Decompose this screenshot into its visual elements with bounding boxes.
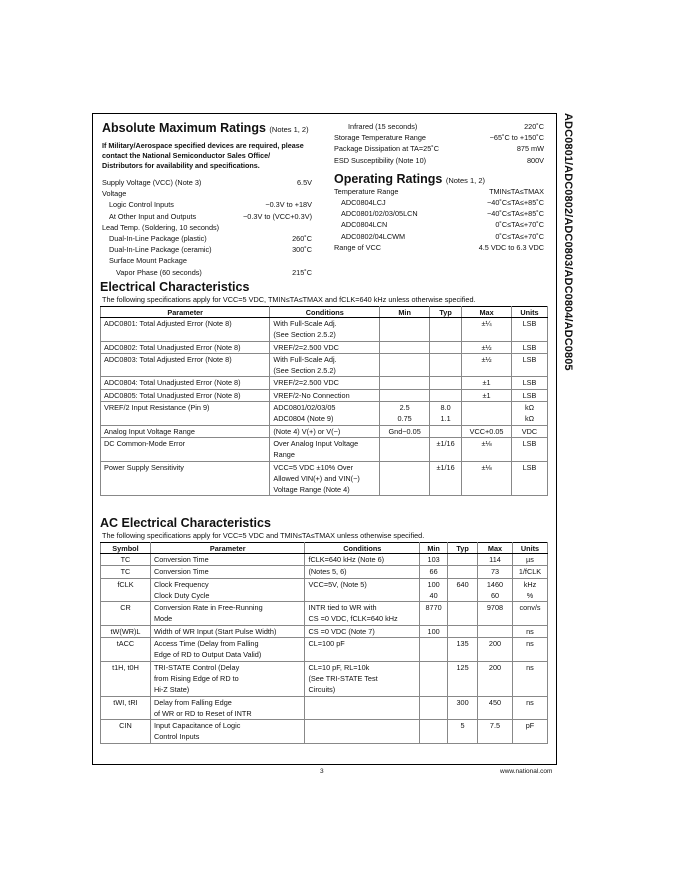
table-cell: (Notes 5, 6) xyxy=(305,566,420,578)
table-row xyxy=(101,437,548,461)
table-cell: 66 xyxy=(420,566,448,578)
rating-row xyxy=(102,177,312,188)
rating-label: Package Dissipation at TA=25˚C xyxy=(334,144,439,154)
table-cell: VREF/2 Input Resistance (Pin 9) xyxy=(101,402,270,426)
column-header: Max xyxy=(478,543,513,554)
table-cell: ADC0803: Total Adjusted Error (Note 8) xyxy=(101,353,270,377)
rating-value: TMIN≤TA≤TMAX xyxy=(489,186,544,196)
table-row xyxy=(101,425,548,437)
table-cell: CR xyxy=(101,602,151,626)
table-cell: 103 xyxy=(420,554,448,566)
column-header: Min xyxy=(420,543,448,554)
rating-label: Vapor Phase (60 seconds) xyxy=(116,267,202,277)
table-cell: VCC+0.05 xyxy=(462,425,512,437)
table-cell: 1/fCLK xyxy=(512,566,547,578)
table-cell: Power Supply Sensitivity xyxy=(101,461,270,496)
rating-value: 875 mW xyxy=(516,144,544,154)
table-cell: 135 xyxy=(448,638,478,662)
table-cell xyxy=(448,554,478,566)
table-row xyxy=(101,377,548,389)
column-header: Min xyxy=(380,307,430,318)
rating-row xyxy=(102,222,312,233)
ac-heading: AC Electrical Characteristics xyxy=(100,516,271,530)
table-cell: Width of WR Input (Start Pulse Width) xyxy=(150,625,305,637)
ec-heading: Electrical Characteristics xyxy=(100,280,250,294)
table-cell: LSB xyxy=(512,389,548,401)
column-header: Max xyxy=(462,307,512,318)
table-cell xyxy=(430,377,462,389)
table-cell: 100 xyxy=(420,625,448,637)
table-cell: CL=100 pF xyxy=(305,638,420,662)
military-notice: If Military/Aerospace specified devices are required, please contact the National Semiconductor Sales Office/ Distributors for availability and specifications. xyxy=(102,141,304,170)
rating-label: Storage Temperature Range xyxy=(334,133,426,143)
table-cell: ±⅛ xyxy=(462,461,512,496)
table-cell: 114 xyxy=(478,554,513,566)
table-row xyxy=(101,341,548,353)
table-cell: ns xyxy=(512,696,547,720)
table-cell: fCLK=640 kHz (Note 6) xyxy=(305,554,420,566)
table-cell xyxy=(420,638,448,662)
table-row xyxy=(101,402,548,426)
table-cell xyxy=(448,625,478,637)
table-cell: Conversion Time xyxy=(150,554,305,566)
rating-label: Surface Mount Package xyxy=(109,256,187,266)
electrical-characteristics xyxy=(100,280,548,496)
table-row xyxy=(101,389,548,401)
rating-value: 800V xyxy=(526,155,544,165)
rating-row xyxy=(334,219,544,230)
table-cell: ADC0804: Total Unadjusted Error (Note 8) xyxy=(101,377,270,389)
table-cell: TC xyxy=(101,554,151,566)
rating-value: −65˚C to +150˚C xyxy=(489,133,544,143)
table-cell: 200 xyxy=(478,638,513,662)
table-cell: ns xyxy=(512,661,547,696)
rating-value: −0.3V to +18V xyxy=(265,200,312,210)
table-cell: TC xyxy=(101,566,151,578)
table-cell: Access Time (Delay from Falling Edge of RD to Output Data Valid) xyxy=(150,638,305,662)
table-cell: INTR tied to WR with CS =0 VDC, fCLK=640 kHz xyxy=(305,602,420,626)
column-header: Typ xyxy=(448,543,478,554)
table-cell: VREF/2=2.500 VDC xyxy=(270,377,380,389)
table-cell xyxy=(380,353,430,377)
table-cell: TRI-STATE Control (Delay from Rising Edge of RD to Hi-Z State) xyxy=(150,661,305,696)
rating-row xyxy=(102,233,312,244)
table-cell: ADC0801/02/03/05 ADC0804 (Note 9) xyxy=(270,402,380,426)
table-cell: 73 xyxy=(478,566,513,578)
table-cell xyxy=(420,696,448,720)
page-number: 3 xyxy=(320,768,324,775)
rating-value: 0˚C≤TA≤+70˚C xyxy=(495,220,544,230)
rating-label: ADC0802/04LCWM xyxy=(341,231,406,241)
rating-label: ADC0804LCJ xyxy=(341,198,386,208)
table-cell: kΩ kΩ xyxy=(512,402,548,426)
table-cell: 125 xyxy=(448,661,478,696)
table-cell: fCLK xyxy=(101,578,151,602)
table-cell xyxy=(420,661,448,696)
column-header: Typ xyxy=(430,307,462,318)
table-row xyxy=(101,318,548,342)
rating-value: 260˚C xyxy=(292,234,312,244)
rating-row xyxy=(334,155,544,166)
rating-value: −40˚C≤TA≤+85˚C xyxy=(487,209,544,219)
table-cell: LSB xyxy=(512,318,548,342)
column-header: Symbol xyxy=(101,543,151,554)
table-cell xyxy=(380,461,430,496)
table-cell: 450 xyxy=(478,696,513,720)
table-cell xyxy=(380,318,430,342)
table-cell: kHz % xyxy=(512,578,547,602)
table-cell xyxy=(305,696,420,720)
rating-label: At Other Input and Outputs xyxy=(109,211,197,221)
table-cell: 7.5 xyxy=(478,720,513,744)
rating-label: Range of VCC xyxy=(334,242,382,252)
rating-value: 4.5 VDC to 6.3 VDC xyxy=(478,242,544,252)
ac-table xyxy=(100,542,548,744)
table-cell: tACC xyxy=(101,638,151,662)
table-cell: conv/s xyxy=(512,602,547,626)
rating-row xyxy=(102,267,312,278)
rating-label: ESD Susceptibility (Note 10) xyxy=(334,155,427,165)
rating-label: ADC0804LCN xyxy=(341,220,388,230)
table-cell: 8.0 1.1 xyxy=(430,402,462,426)
table-cell: LSB xyxy=(512,461,548,496)
rating-label: Dual-In-Line Package (plastic) xyxy=(109,234,207,244)
table-cell: Over Analog Input Voltage Range xyxy=(270,437,380,461)
table-row xyxy=(101,554,548,566)
table-cell: CS =0 VDC (Note 7) xyxy=(305,625,420,637)
table-cell: VDC xyxy=(512,425,548,437)
table-cell: t1H, t0H xyxy=(101,661,151,696)
sidebar-title: ADC0801/ADC0802/ADC0803/ADC0804/ADC0805 xyxy=(562,113,574,371)
table-cell: pF xyxy=(512,720,547,744)
right-column xyxy=(334,121,544,253)
table-cell: LSB xyxy=(512,437,548,461)
table-row xyxy=(101,566,548,578)
table-cell: (Note 4) V(+) or V(−) xyxy=(270,425,380,437)
table-cell: ±1 xyxy=(462,389,512,401)
rating-value: −40˚C≤TA≤+85˚C xyxy=(487,198,544,208)
rating-label: Dual-In-Line Package (ceramic) xyxy=(109,245,212,255)
abs-max-heading: Absolute Maximum Ratings (Notes 1, 2) xyxy=(102,121,309,135)
rating-row xyxy=(334,208,544,219)
rating-value: 300˚C xyxy=(292,245,312,255)
ac-subtitle: The following specifications apply for VCC=5 VDC and TMIN≤TA≤TMAX unless otherwise specified. xyxy=(102,531,425,540)
table-cell: 300 xyxy=(448,696,478,720)
rating-row xyxy=(334,242,544,253)
table-cell xyxy=(478,625,513,637)
table-cell: tW(WR)L xyxy=(101,625,151,637)
table-row xyxy=(101,661,548,696)
rating-label: Logic Control Inputs xyxy=(109,200,174,210)
table-cell: 640 xyxy=(448,578,478,602)
rating-label: ADC0801/02/03/05LCN xyxy=(341,209,418,219)
rating-row xyxy=(102,244,312,255)
table-cell xyxy=(430,341,462,353)
table-cell: ±1/16 xyxy=(430,461,462,496)
table-cell: Conversion Time xyxy=(150,566,305,578)
table-row xyxy=(101,353,548,377)
table-cell: Input Capacitance of Logic Control Inputs xyxy=(150,720,305,744)
absolute-maximum-ratings xyxy=(102,121,312,278)
table-cell xyxy=(380,377,430,389)
rating-row xyxy=(334,143,544,154)
table-cell: Gnd−0.05 xyxy=(380,425,430,437)
column-header: Conditions xyxy=(305,543,420,554)
table-row xyxy=(101,602,548,626)
table-row xyxy=(101,696,548,720)
rating-row xyxy=(102,211,312,222)
table-cell: Analog Input Voltage Range xyxy=(101,425,270,437)
operating-ratings-heading: Operating Ratings (Notes 1, 2) xyxy=(334,171,486,186)
table-cell xyxy=(462,402,512,426)
rating-value: 0˚C≤TA≤+70˚C xyxy=(495,231,544,241)
table-cell: 2.5 0.75 xyxy=(380,402,430,426)
table-cell: 1460 60 xyxy=(478,578,513,602)
rating-value: −0.3V to (VCC+0.3V) xyxy=(243,211,312,221)
table-cell: ADC0802: Total Unadjusted Error (Note 8) xyxy=(101,341,270,353)
table-cell: CL=10 pF, RL=10k (See TRI-STATE Test Circuits) xyxy=(305,661,420,696)
column-header: Conditions xyxy=(270,307,380,318)
table-row xyxy=(101,720,548,744)
table-cell xyxy=(430,425,462,437)
rating-row xyxy=(334,186,544,197)
rating-value: 220˚C xyxy=(524,122,544,131)
table-cell: ns xyxy=(512,625,547,637)
rating-label: Lead Temp. (Soldering, 10 seconds) xyxy=(102,222,220,232)
rating-row xyxy=(102,188,312,199)
table-cell: 100 40 xyxy=(420,578,448,602)
table-cell xyxy=(430,353,462,377)
table-cell: CIN xyxy=(101,720,151,744)
table-cell: Delay from Falling Edge of WR or RD to Reset of INTR xyxy=(150,696,305,720)
table-cell: With Full-Scale Adj. (See Section 2.5.2) xyxy=(270,353,380,377)
table-cell: DC Common-Mode Error xyxy=(101,437,270,461)
table-cell: ±1/16 xyxy=(430,437,462,461)
table-cell xyxy=(420,720,448,744)
table-row xyxy=(101,461,548,496)
rating-row xyxy=(334,197,544,208)
table-cell xyxy=(448,602,478,626)
rating-row xyxy=(102,255,312,266)
table-cell: ±½ xyxy=(462,353,512,377)
column-header: Units xyxy=(512,543,547,554)
table-row xyxy=(101,578,548,602)
table-cell: LSB xyxy=(512,341,548,353)
ac-electrical-characteristics xyxy=(100,516,548,744)
table-cell: 9708 xyxy=(478,602,513,626)
table-cell xyxy=(380,437,430,461)
rating-row xyxy=(102,199,312,210)
table-cell: With Full-Scale Adj. (See Section 2.5.2) xyxy=(270,318,380,342)
table-row xyxy=(101,638,548,662)
table-cell: ±1 xyxy=(462,377,512,389)
rating-label: Infrared (15 seconds) xyxy=(348,122,418,131)
table-cell: ns xyxy=(512,638,547,662)
rating-row xyxy=(334,132,544,143)
rating-value: 6.5V xyxy=(296,178,312,187)
table-cell xyxy=(448,566,478,578)
column-header: Parameter xyxy=(101,307,270,318)
table-cell xyxy=(305,720,420,744)
column-header: Parameter xyxy=(150,543,305,554)
table-cell xyxy=(430,389,462,401)
footer-url: www.national.com xyxy=(500,768,553,775)
rating-value: 215˚C xyxy=(292,267,312,277)
table-cell: ADC0801: Total Adjusted Error (Note 8) xyxy=(101,318,270,342)
table-cell: ±⅛ xyxy=(462,437,512,461)
table-cell xyxy=(380,341,430,353)
rating-label: Voltage xyxy=(102,189,127,199)
rating-row xyxy=(334,231,544,242)
table-cell xyxy=(430,318,462,342)
table-cell: 200 xyxy=(478,661,513,696)
table-cell: VCC=5 VDC ±10% Over Allowed VIN(+) and VIN(−) Voltage Range (Note 4) xyxy=(270,461,380,496)
table-cell: µs xyxy=(512,554,547,566)
table-cell xyxy=(380,389,430,401)
table-cell: VREF/2=2.500 VDC xyxy=(270,341,380,353)
table-cell: LSB xyxy=(512,353,548,377)
table-cell: 8770 xyxy=(420,602,448,626)
table-cell: Conversion Rate in Free-Running Mode xyxy=(150,602,305,626)
rating-row xyxy=(334,121,544,132)
table-cell: tWI, tRI xyxy=(101,696,151,720)
rating-label: Supply Voltage (VCC) (Note 3) xyxy=(102,178,202,187)
column-header: Units xyxy=(512,307,548,318)
table-cell: Clock Frequency Clock Duty Cycle xyxy=(150,578,305,602)
table-cell: ±¼ xyxy=(462,318,512,342)
table-cell: ADC0805: Total Unadjusted Error (Note 8) xyxy=(101,389,270,401)
table-row xyxy=(101,625,548,637)
table-cell: LSB xyxy=(512,377,548,389)
table-cell: 5 xyxy=(448,720,478,744)
table-cell: VREF/2-No Connection xyxy=(270,389,380,401)
rating-label: Temperature Range xyxy=(334,186,399,196)
table-cell: VCC=5V, (Note 5) xyxy=(305,578,420,602)
ec-subtitle: The following specifications apply for VCC=5 VDC, TMIN≤TA≤TMAX and fCLK=640 kHz unless otherwise specified. xyxy=(102,295,476,304)
table-cell: ±½ xyxy=(462,341,512,353)
ec-table xyxy=(100,306,548,496)
